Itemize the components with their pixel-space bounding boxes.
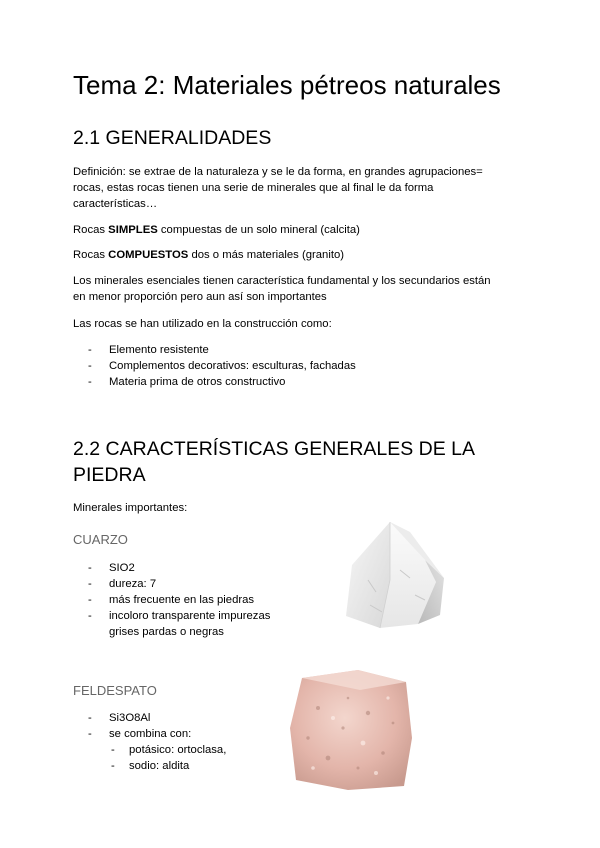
- definition-line-2: rocas, estas rocas tienen una serie de minerales que al final le da forma: [73, 182, 434, 194]
- list-item: - potásico: ortoclasa,: [111, 744, 227, 756]
- definition-line-3: características…: [73, 198, 158, 210]
- quartz-crystal-image: [340, 520, 450, 630]
- section-heading-caracteristicas: 2.2 CARACTERÍSTICAS GENERALES DE LA PIEDRA: [73, 438, 474, 486]
- list-item: - Materia prima de otros constructivo: [88, 376, 286, 388]
- list-item: - Complementos decorativos: esculturas, fachadas: [88, 360, 356, 372]
- rocas-compuestos-bold: COMPUESTOS: [108, 249, 189, 261]
- rocas-compuestos: [73, 247, 533, 263]
- list-item: - SIO2: [88, 562, 135, 574]
- rocas-simples-bold: SIMPLES: [108, 224, 158, 236]
- cuarzo-list: [73, 560, 270, 640]
- feldespato-list: [73, 710, 191, 742]
- list-item: - se combina con:: [88, 728, 192, 740]
- feldespato-heading: FELDESPATO: [73, 683, 157, 698]
- cuarzo-heading: CUARZO: [73, 532, 128, 547]
- rocas-simples: [73, 222, 533, 238]
- list-item: - más frecuente en las piedras: [88, 594, 255, 606]
- list-item: - Si3O8Al: [88, 712, 151, 724]
- list-item: - incoloro transparente impurezas: [88, 610, 271, 622]
- feldspar-rock-image: [288, 668, 413, 790]
- rocas-compuestos-post: dos o más materiales (granito): [188, 249, 345, 261]
- minerals-line-2: en menor proporción pero aun así son importantes: [73, 291, 327, 303]
- rocas-compuestos-pre: Rocas: [73, 249, 109, 261]
- uses-intro: Las rocas se han utilizado en la construcción como:: [73, 318, 332, 330]
- minerals-intro: Minerales importantes:: [73, 502, 188, 514]
- rocas-simples-pre: Rocas: [73, 224, 109, 236]
- section-heading-generalidades: 2.1 GENERALIDADES: [73, 127, 272, 149]
- list-item: - dureza: 7: [88, 578, 157, 590]
- list-item-continuation: grises pardas o negras: [109, 626, 224, 638]
- list-item: - sodio: aldita: [111, 760, 190, 772]
- definition-line-1: Definición: se extrae de la naturaleza y se le da forma, en grandes agrupaciones=: [73, 166, 483, 178]
- page-title: Tema 2: Materiales pétreos naturales: [73, 70, 501, 100]
- rocas-simples-post: compuestas de un solo mineral (calcita): [157, 224, 360, 236]
- feldespato-sublist: [73, 742, 226, 774]
- list-item: - Elemento resistente: [88, 344, 209, 356]
- uses-list: [73, 342, 356, 390]
- minerals-line-1: Los minerales esenciales tienen característica fundamental y los secundarios están: [73, 275, 491, 287]
